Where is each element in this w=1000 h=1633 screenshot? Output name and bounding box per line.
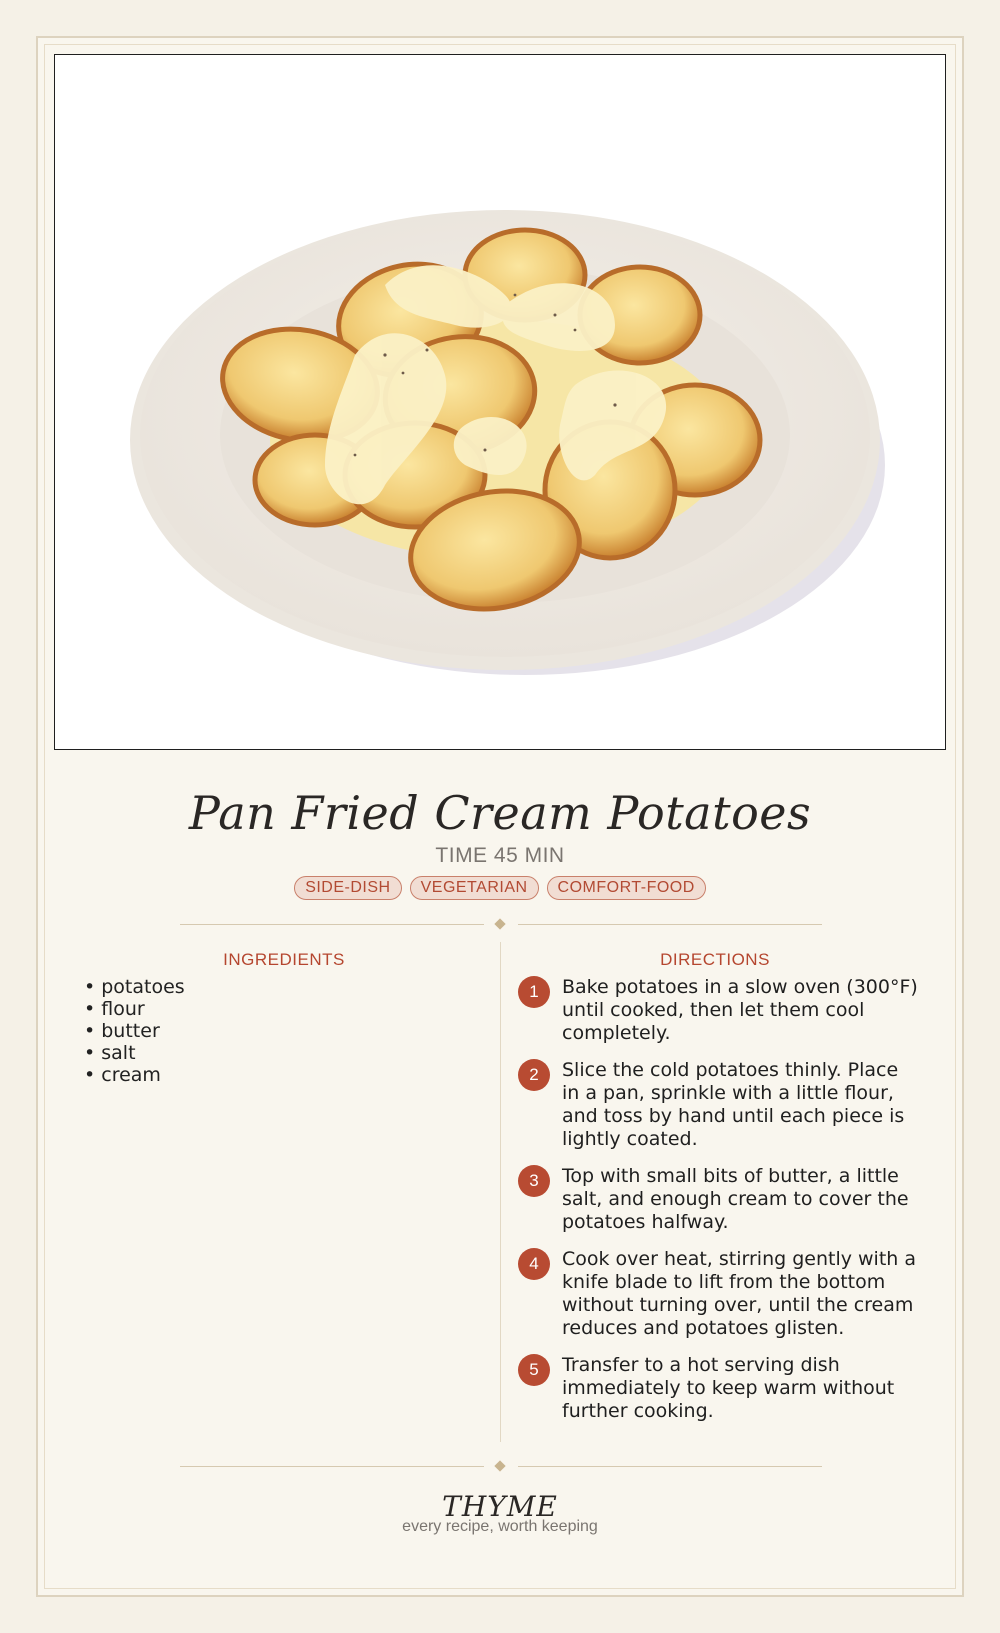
directions-list: [518, 976, 918, 1437]
step-text: Transfer to a hot serving dish immediately to keep warm without further cooking.: [562, 1354, 895, 1422]
divider-left: [180, 924, 484, 925]
ingredient-item: • salt: [84, 1042, 185, 1064]
recipe-photo: [54, 54, 946, 750]
step-text: Bake potatoes in a slow oven (300°F) until cooked, then let them cool completely.: [562, 976, 918, 1044]
tag-comfort-food[interactable]: COMFORT-FOOD: [547, 876, 706, 900]
divider-right: [518, 924, 822, 925]
cook-time: TIME 45 MIN: [435, 844, 565, 867]
direction-step: [518, 1248, 918, 1340]
step-number-badge: 1: [518, 976, 550, 1008]
step-number-badge: 3: [518, 1165, 550, 1197]
ingredient-item: • butter: [84, 1020, 185, 1042]
direction-step: [518, 1354, 918, 1423]
tag-vegetarian[interactable]: VEGETARIAN: [410, 876, 539, 900]
recipe-title: Pan Fried Cream Potatoes: [188, 786, 812, 840]
step-text: Slice the cold potatoes thinly. Place in a pan, sprinkle with a little flour, and toss by hand until each piece is lightly coated.: [562, 1059, 905, 1150]
ingredients-list: [84, 976, 185, 1086]
column-divider: [500, 942, 501, 1442]
footer-divider-left: [180, 1466, 484, 1467]
direction-step: [518, 1059, 918, 1151]
direction-step: [518, 1165, 918, 1234]
step-text: Top with small bits of butter, a little salt, and enough cream to cover the potatoes halfway.: [562, 1165, 909, 1233]
tag-side-dish[interactable]: SIDE-DISH: [294, 876, 401, 900]
direction-step: [518, 976, 918, 1045]
step-text: Cook over heat, stirring gently with a knife blade to lift from the bottom without turning over, until the cream reduces and potatoes glisten.: [562, 1248, 917, 1339]
step-number-badge: 2: [518, 1059, 550, 1091]
step-number-badge: 4: [518, 1248, 550, 1280]
ingredient-item: • cream: [84, 1064, 185, 1086]
brand-logo: THYME: [442, 1490, 558, 1523]
potato-dish-illustration: [55, 55, 946, 750]
tag-list: [0, 876, 1000, 900]
brand-tagline: every recipe, worth keeping: [402, 1518, 598, 1535]
ingredient-item: • potatoes: [84, 976, 185, 998]
step-number-badge: 5: [518, 1354, 550, 1386]
ingredients-heading: INGREDIENTS: [223, 950, 345, 969]
ingredient-item: • flour: [84, 998, 185, 1020]
footer-divider-right: [518, 1466, 822, 1467]
directions-heading: DIRECTIONS: [660, 950, 770, 969]
